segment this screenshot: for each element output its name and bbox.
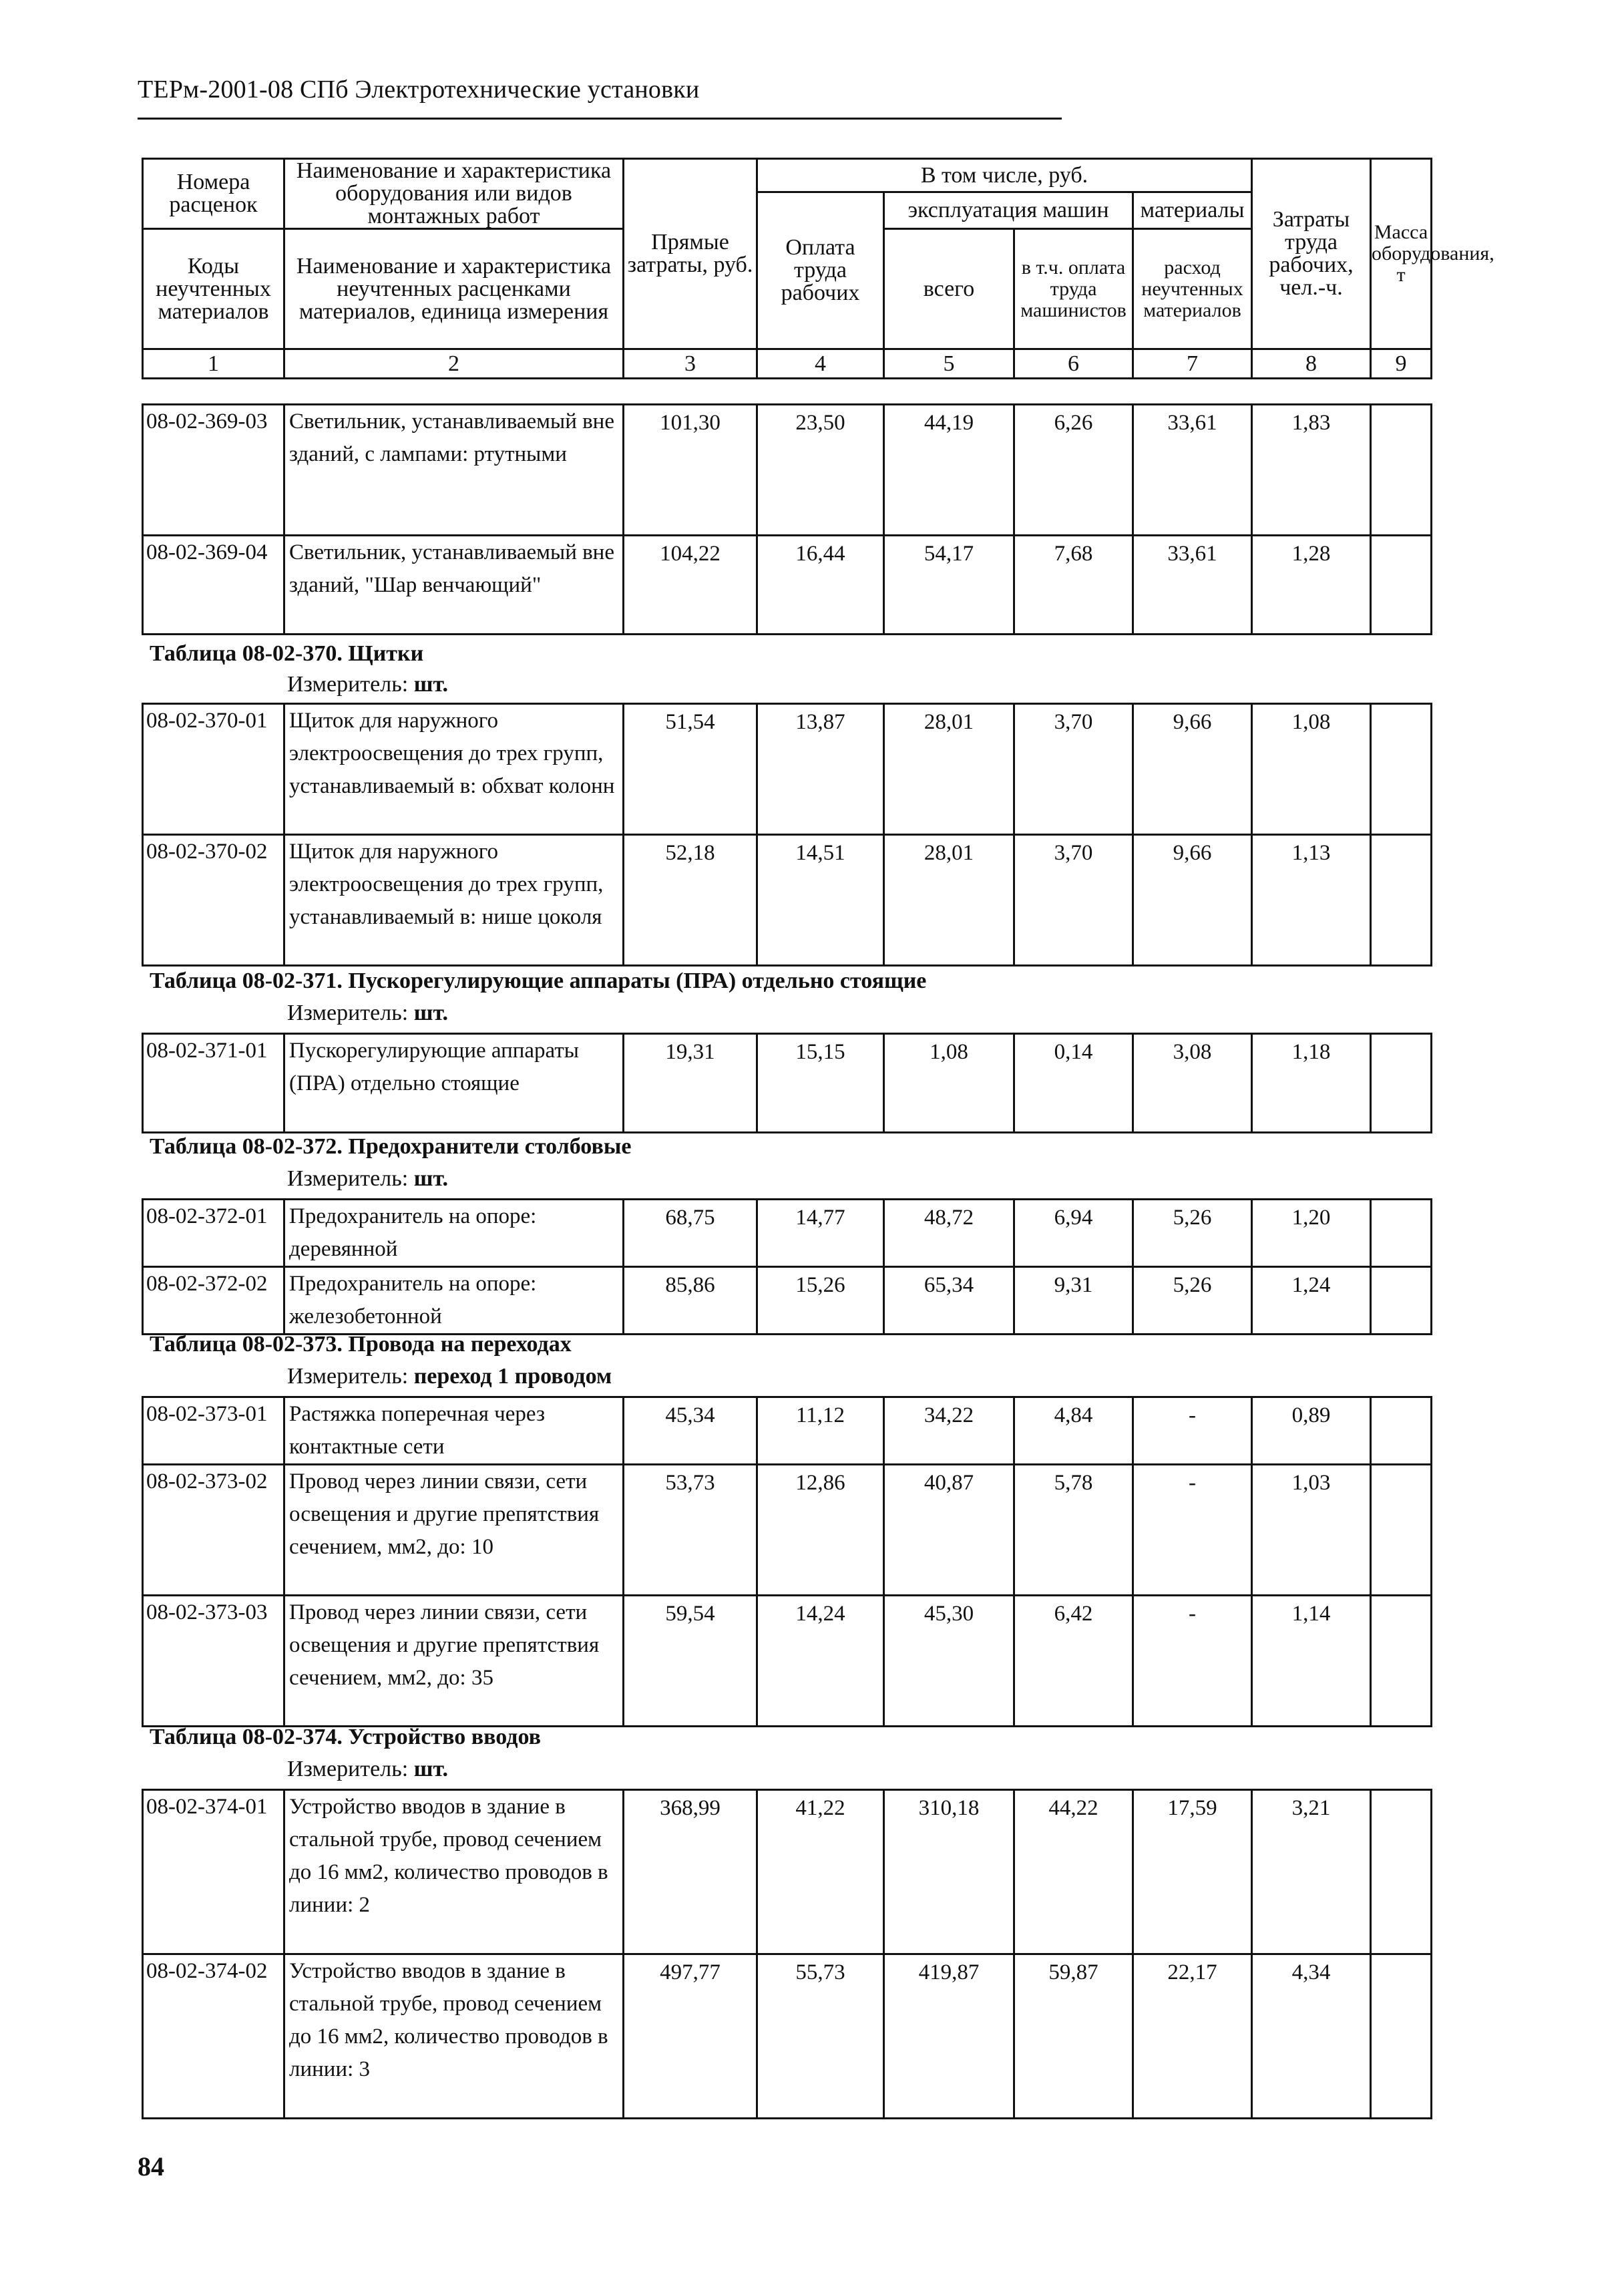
operator-pay: 3,70 (1014, 704, 1133, 835)
equipment-mass (1371, 1034, 1432, 1133)
labor-pay: 16,44 (757, 536, 884, 635)
unit-label: Измеритель: (287, 672, 409, 697)
labor-pay: 13,87 (757, 704, 884, 835)
machine-total: 419,87 (884, 1954, 1014, 2119)
operator-pay: 3,70 (1014, 835, 1133, 966)
equipment-mass (1371, 1790, 1432, 1954)
equipment-mass (1371, 835, 1432, 966)
rate-code: 08-02-373-01 (143, 1397, 284, 1465)
table-370-unit (287, 672, 448, 697)
rate-name: Щиток для наружного электроосвещения до трех групп, устанавливаемый в: нише цоколя (284, 835, 624, 966)
rate-code: 08-02-373-03 (143, 1596, 284, 1727)
column-number: 1 (143, 349, 284, 379)
rate-code: 08-02-369-03 (143, 405, 284, 536)
operator-pay: 6,94 (1014, 1200, 1133, 1267)
table-374-rows (142, 1789, 1432, 2119)
materials: 33,61 (1133, 536, 1252, 635)
machine-total: 40,87 (884, 1465, 1014, 1596)
table-row (143, 1200, 1432, 1267)
machine-total: 48,72 (884, 1200, 1014, 1267)
table-row (143, 1790, 1432, 1954)
labor-hours: 1,18 (1252, 1034, 1371, 1133)
rate-name: Пускорегулирующие аппараты (ПРА) отдельно стоящие (284, 1034, 624, 1133)
col4-header: Оплата труда рабочих (757, 192, 884, 349)
materials: - (1133, 1465, 1252, 1596)
rate-name: Щиток для наружного электроосвещения до трех групп, устанавливаемый в: обхват колонн (284, 704, 624, 835)
labor-pay: 11,12 (757, 1397, 884, 1465)
column-number: 7 (1133, 349, 1252, 379)
direct-costs: 19,31 (624, 1034, 757, 1133)
equipment-mass (1371, 1596, 1432, 1727)
rate-code: 08-02-369-04 (143, 536, 284, 635)
rate-name: Светильник, устанавливаемый вне зданий, с лампами: ртутными (284, 405, 624, 536)
machine-total: 45,30 (884, 1596, 1014, 1727)
labor-pay: 15,15 (757, 1034, 884, 1133)
operator-pay: 9,31 (1014, 1267, 1133, 1335)
rate-name: Провод через линии связи, сети освещения и другие препятствия сечением, мм2, до: 10 (284, 1465, 624, 1596)
column-number: 9 (1371, 349, 1432, 379)
labor-hours: 3,21 (1252, 1790, 1371, 1954)
table-row (143, 405, 1432, 536)
table-row (143, 1397, 1432, 1465)
header-rule (138, 118, 1062, 120)
unit-label: Измеритель: (287, 1757, 409, 1781)
labor-hours: 0,89 (1252, 1397, 1371, 1465)
machine-total: 310,18 (884, 1790, 1014, 1954)
page-number: 84 (138, 2151, 164, 2181)
rate-name: Светильник, устанавливаемый вне зданий, "Шар венчающий" (284, 536, 624, 635)
table-372-unit (287, 1166, 448, 1192)
rate-name: Предохранитель на опоре: деревянной (284, 1200, 624, 1267)
table-371-title: Таблица 08-02-371. Пускорегулирующие аппараты (ПРА) отдельно стоящие (150, 968, 927, 993)
unit-label: Измеритель: (287, 1001, 409, 1025)
machine-total: 44,19 (884, 405, 1014, 536)
column-number: 8 (1252, 349, 1371, 379)
labor-hours: 1,83 (1252, 405, 1371, 536)
col9-header: Масса оборудования, т (1371, 159, 1432, 349)
labor-hours: 1,14 (1252, 1596, 1371, 1727)
table-370-rows (142, 703, 1432, 966)
materials: 22,17 (1133, 1954, 1252, 2119)
materials: 5,26 (1133, 1200, 1252, 1267)
labor-hours: 1,24 (1252, 1267, 1371, 1335)
table-374-unit (287, 1757, 448, 1782)
col2-top-header: Наименование и характеристика оборудования или видов монтажных работ (284, 159, 624, 229)
table-row (143, 1954, 1432, 2119)
unit-value: шт. (413, 672, 449, 697)
table-371-rows (142, 1033, 1432, 1133)
table-372-rows (142, 1198, 1432, 1335)
table-row (143, 1034, 1432, 1133)
col2-bottom-header: Наименование и характеристика неучтенных расценками материалов, единица измерения (284, 229, 624, 349)
col1-bottom-header: Коды неучтенных материалов (143, 229, 284, 349)
table-row (143, 1596, 1432, 1727)
including-group-header: В том числе, руб. (757, 159, 1252, 192)
labor-hours: 1,03 (1252, 1465, 1371, 1596)
direct-costs: 45,34 (624, 1397, 757, 1465)
materials: 33,61 (1133, 405, 1252, 536)
direct-costs: 85,86 (624, 1267, 757, 1335)
materials: - (1133, 1397, 1252, 1465)
labor-pay: 23,50 (757, 405, 884, 536)
materials: 9,66 (1133, 835, 1252, 966)
table-row (143, 536, 1432, 635)
operator-pay: 5,78 (1014, 1465, 1133, 1596)
rate-code: 08-02-372-01 (143, 1200, 284, 1267)
rate-name: Устройство вводов в здание в стальной трубе, провод сечением до 16 мм2, количество проводов в линии: 3 (284, 1954, 624, 2119)
rate-name: Предохранитель на опоре: железобетонной (284, 1267, 624, 1335)
operator-pay: 44,22 (1014, 1790, 1133, 1954)
labor-pay: 15,26 (757, 1267, 884, 1335)
machine-total: 1,08 (884, 1034, 1014, 1133)
col1-top-header: Номера расценок (143, 159, 284, 229)
machine-total: 28,01 (884, 835, 1014, 966)
column-header-table (142, 158, 1494, 379)
machine-total: 28,01 (884, 704, 1014, 835)
rate-code: 08-02-373-02 (143, 1465, 284, 1596)
direct-costs: 59,54 (624, 1596, 757, 1727)
column-number: 2 (284, 349, 624, 379)
direct-costs: 104,22 (624, 536, 757, 635)
col7-header: расход неучтенных материалов (1133, 229, 1252, 349)
labor-pay: 12,86 (757, 1465, 884, 1596)
materials: 5,26 (1133, 1267, 1252, 1335)
machine-total: 34,22 (884, 1397, 1014, 1465)
equipment-mass (1371, 1465, 1432, 1596)
table-row (143, 1267, 1432, 1335)
col6-header: в т.ч. оплата труда машинистов (1014, 229, 1133, 349)
operator-pay: 4,84 (1014, 1397, 1133, 1465)
rate-code: 08-02-374-02 (143, 1954, 284, 2119)
direct-costs: 368,99 (624, 1790, 757, 1954)
direct-costs: 52,18 (624, 835, 757, 966)
unit-label: Измеритель: (287, 1166, 409, 1191)
table-row (143, 1465, 1432, 1596)
col8-header: Затраты труда рабочих, чел.-ч. (1252, 159, 1371, 349)
labor-hours: 1,08 (1252, 704, 1371, 835)
table-369-rows (142, 403, 1432, 635)
labor-hours: 4,34 (1252, 1954, 1371, 2119)
document-header-title: ТЕРм-2001-08 СПб Электротехнические установки (138, 75, 700, 104)
materials-header: материалы (1133, 192, 1252, 229)
table-373-title: Таблица 08-02-373. Провода на переходах (150, 1332, 572, 1357)
table-row (143, 835, 1432, 966)
column-number: 4 (757, 349, 884, 379)
machine-operation-header: эксплуатация машин (884, 192, 1133, 229)
operator-pay: 7,68 (1014, 536, 1133, 635)
column-number: 6 (1014, 349, 1133, 379)
equipment-mass (1371, 1954, 1432, 2119)
materials: 9,66 (1133, 704, 1252, 835)
rate-code: 08-02-370-02 (143, 835, 284, 966)
labor-pay: 41,22 (757, 1790, 884, 1954)
materials: 17,59 (1133, 1790, 1252, 1954)
equipment-mass (1371, 1267, 1432, 1335)
direct-costs: 68,75 (624, 1200, 757, 1267)
rate-code: 08-02-374-01 (143, 1790, 284, 1954)
equipment-mass (1371, 1397, 1432, 1465)
unit-label: Измеритель: (287, 1364, 409, 1389)
operator-pay: 6,42 (1014, 1596, 1133, 1727)
labor-pay: 14,51 (757, 835, 884, 966)
equipment-mass (1371, 536, 1432, 635)
equipment-mass (1371, 1200, 1432, 1267)
labor-pay: 55,73 (757, 1954, 884, 2119)
table-371-unit (287, 1001, 448, 1026)
operator-pay: 0,14 (1014, 1034, 1133, 1133)
table-373-rows (142, 1396, 1432, 1727)
rate-name: Провод через линии связи, сети освещения и другие препятствия сечением, мм2, до: 35 (284, 1596, 624, 1727)
col5-header: всего (884, 229, 1014, 349)
rate-name: Устройство вводов в здание в стальной трубе, провод сечением до 16 мм2, количество проводов в линии: 2 (284, 1790, 624, 1954)
unit-value: шт. (413, 1166, 449, 1191)
machine-total: 54,17 (884, 536, 1014, 635)
operator-pay: 6,26 (1014, 405, 1133, 536)
materials: - (1133, 1596, 1252, 1727)
equipment-mass (1371, 405, 1432, 536)
direct-costs: 53,73 (624, 1465, 757, 1596)
unit-value: шт. (413, 1757, 449, 1781)
rate-code: 08-02-370-01 (143, 704, 284, 835)
labor-pay: 14,24 (757, 1596, 884, 1727)
rate-code: 08-02-372-02 (143, 1267, 284, 1335)
table-373-unit (287, 1364, 612, 1389)
rate-code: 08-02-371-01 (143, 1034, 284, 1133)
machine-total: 65,34 (884, 1267, 1014, 1335)
column-number: 3 (624, 349, 757, 379)
column-number: 5 (884, 349, 1014, 379)
direct-costs: 51,54 (624, 704, 757, 835)
labor-hours: 1,13 (1252, 835, 1371, 966)
direct-costs: 101,30 (624, 405, 757, 536)
labor-hours: 1,28 (1252, 536, 1371, 635)
table-372-title: Таблица 08-02-372. Предохранители столбовые (150, 1134, 632, 1159)
rate-name: Растяжка поперечная через контактные сети (284, 1397, 624, 1465)
table-374-title: Таблица 08-02-374. Устройство вводов (150, 1725, 542, 1749)
labor-pay: 14,77 (757, 1200, 884, 1267)
col3-header: Прямые затраты, руб. (624, 159, 757, 349)
unit-value: шт. (413, 1001, 449, 1025)
operator-pay: 59,87 (1014, 1954, 1133, 2119)
table-370-title: Таблица 08-02-370. Щитки (150, 641, 424, 666)
labor-hours: 1,20 (1252, 1200, 1371, 1267)
direct-costs: 497,77 (624, 1954, 757, 2119)
materials: 3,08 (1133, 1034, 1252, 1133)
table-row (143, 704, 1432, 835)
equipment-mass (1371, 704, 1432, 835)
unit-value: переход 1 проводом (413, 1364, 612, 1389)
